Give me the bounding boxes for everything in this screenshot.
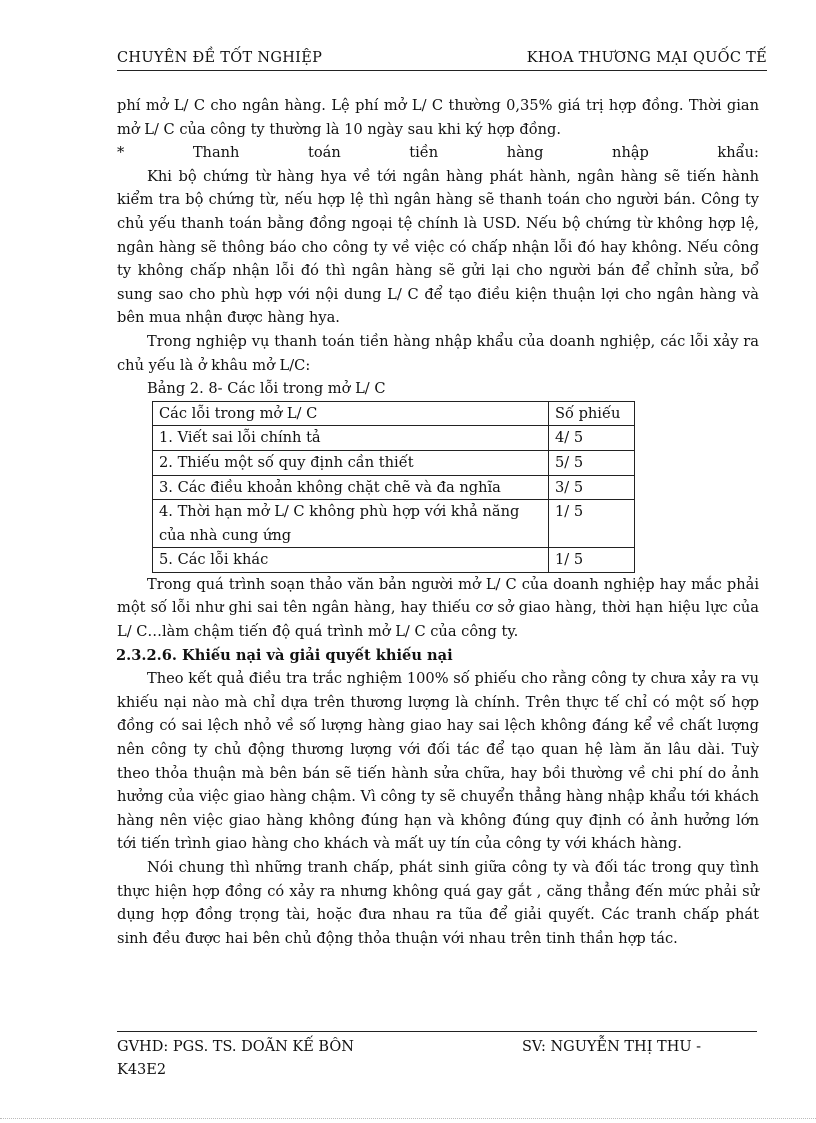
header-right: KHOA THƯƠNG MẠI QUỐC TẾ [526,50,767,66]
table-caption: Bảng 2. 8- Các lỗi trong mở L/ C [147,380,386,398]
paragraph-lc-fee: phí mở L/ C cho ngân hàng. Lệ phí mở L/ C thường 0,35% giá trị hợp đồng. Thời gian mở L/ C của công ty thường là 10 ngày sau khi ký hợp đồng. [117,97,759,138]
page-body [117,94,759,950]
heading-word: tiền [409,144,439,162]
heading-word: hàng [506,144,544,162]
table-row [153,450,635,475]
table-header-cell: Số phiếu [549,401,635,426]
footer-divider [117,1031,757,1032]
footer-class: K43E2 [117,1062,167,1078]
header-left: CHUYÊN ĐỀ TỐT NGHIỆP [117,50,323,66]
table-cell: 1/ 5 [549,548,635,573]
table-cell: 3/ 5 [549,475,635,500]
table-row [153,500,635,548]
table-cell: 1/ 5 [549,500,635,548]
table-cell: 4/ 5 [549,426,635,451]
header-divider [117,70,767,71]
table-cell: 3. Các điều khoản không chặt chẽ và đa nghĩa [153,475,549,500]
table-cell: 5/ 5 [549,450,635,475]
heading-word: Thanh [192,144,240,162]
lc-errors-table [152,401,635,573]
heading-word: nhập [612,144,649,162]
paragraph-lc-errors-intro: Trong nghiệp vụ thanh toán tiền hàng nhập khẩu của doanh nghiệp, các lỗi xảy ra chủ yếu là ở khâu mở L/C: [117,332,759,374]
heading-word: khẩu: [717,144,759,162]
table-cell: 4. Thời hạn mở L/ C không phù hợp với khả năng của nhà cung ứng [153,500,549,548]
page-edge [0,1118,816,1119]
paragraph-complaints: Theo kết quả điều tra trắc nghiệm 100% số phiếu cho rằng công ty chưa xảy ra vụ khiếu nại nào mà chỉ dựa trên thương lượng là chính. Trên thực tế chỉ có một số hợp đồng có sai lệch nhỏ về số lượng hàng giao hay sai lệch không đáng kể về chất lượng nên công ty chủ động thương lượng với đối tác để tạo quan hệ làm ăn lâu dài. Tuỳ theo thỏa thuận mà bên bán sẽ tiến hành sửa chữa, hay bồi thường về chi phí do ảnh hưởng của việc giao hàng chậm. Vì công ty sẽ chuyển thẳng hàng nhập khẩu tới khách hàng nên việc giao hàng không đúng hạn và không đúng quy định có ảnh hưởng lớn tới tiến trình giao hàng cho khách và mất uy tín của công ty với khách hàng. [117,670,759,853]
footer-supervisor: GVHD: PGS. TS. DOÃN KẾ BÔN [117,1039,354,1055]
page-header [117,48,767,72]
payment-heading-line [117,141,759,165]
paragraph-payment: Khi bộ chứng từ hàng hya về tới ngân hàng phát hành, ngân hàng sẽ tiến hành kiểm tra bộ chứng từ, nếu hợp lệ thì ngân hàng sẽ thanh toán cho người bán. Công ty chủ yếu thanh toán bằng đồng ngoại tệ chính là USD. Nếu bộ chứng từ không hợp lệ, ngân hàng sẽ thông báo cho công ty về việc có chấp nhận lỗi đó hay không. Nếu công ty không chấp nhận lỗi đó thì ngân hàng sẽ gửi lại cho người bán để chỉnh sửa, bổ sung sao cho phù hợp với nội dung L/ C để tạo điều kiện thuận lợi cho ngân hàng và bên mua nhận được hàng hya. [117,167,759,327]
paragraph-drafting-errors: Trong quá trình soạn thảo văn bản người mở L/ C của doanh nghiệp hay mắc phải một số lỗi như ghi sai tên ngân hàng, hay thiếu cơ sở giao hàng, thời hạn hiệu lực của L/ C…làm chậm tiến độ quá trình mở L/ C của công ty. [117,575,759,641]
table-cell: 2. Thiếu một số quy định cần thiết [153,450,549,475]
table-header-cell: Các lỗi trong mở L/ C [153,401,549,426]
table-header-row [153,401,635,426]
paragraph-disputes: Nói chung thì những tranh chấp, phát sinh giữa công ty và đối tác trong quy tình thực hiện hợp đồng có xảy ra nhưng không quá gay gắt , căng thẳng đến mức phải sử dụng hợp đồng trọng tài, hoặc đưa nhau ra tũa để giải quyết. Các tranh chấp phát sinh đều được hai bên chủ động thỏa thuận với nhau trên tinh thần hợp tác. [117,859,759,947]
table-row [153,548,635,573]
section-title: 2.3.2.6. Khiếu nại và giải quyết khiếu nại [116,646,453,664]
table-cell: 1. Viết sai lỗi chính tả [153,426,549,451]
heading-word: toán [307,144,341,162]
table-row [153,426,635,451]
table-cell: 5. Các lỗi khác [153,548,549,573]
table-row [153,475,635,500]
footer-student: SV: NGUYỄN THỊ THU - [522,1039,702,1055]
bullet-star: * [117,144,125,162]
